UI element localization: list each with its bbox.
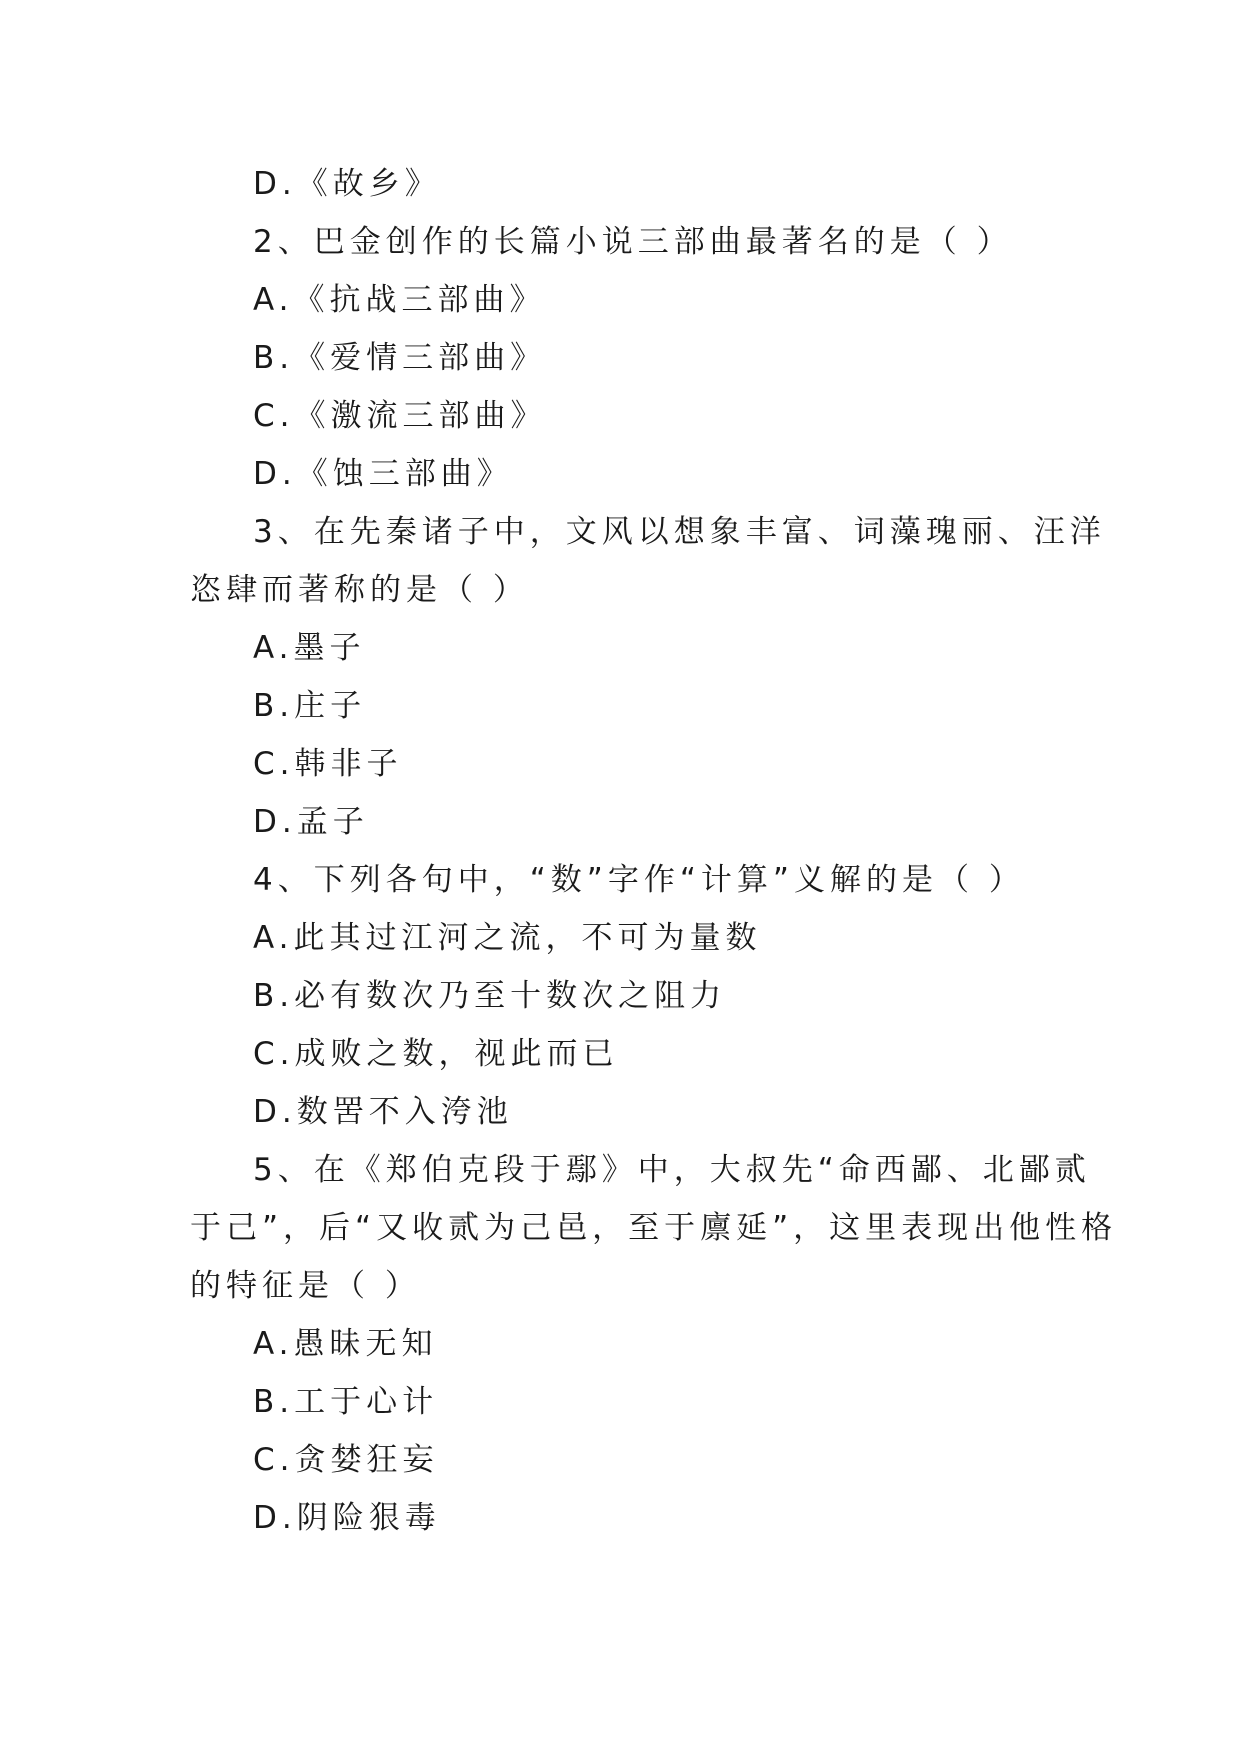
q2-option-b: B.《爱情三部曲》: [253, 340, 547, 376]
q5-stem-line1: 5、在《郑伯克段于鄢》中，大叔先“命西鄙、北鄙贰: [253, 1152, 1091, 1188]
q3-stem-line2: 恣肆而著称的是（ ）: [190, 572, 529, 608]
q5-option-a: A.愚昧无知: [253, 1326, 438, 1362]
q5-stem-line3: 的特征是（ ）: [190, 1268, 421, 1304]
q4-option-d: D.数罟不入洿池: [253, 1094, 513, 1130]
q4-option-b: B.必有数次乃至十数次之阻力: [253, 978, 727, 1014]
q5-stem-line2: 于己”，后“又收贰为己邑，至于廪延”，这里表现出他性格: [190, 1210, 1118, 1246]
q3-option-d: D.孟子: [253, 804, 369, 840]
q2-stem: 2、巴金创作的长篇小说三部曲最著名的是（ ）: [253, 224, 1013, 260]
q2-option-d: D.《蚀三部曲》: [253, 456, 513, 492]
q2-option-c: C.《激流三部曲》: [253, 398, 547, 434]
q3-stem-line1: 3、在先秦诸子中，文风以想象丰富、词藻瑰丽、汪洋: [253, 514, 1106, 550]
q5-option-b: B.工于心计: [253, 1384, 439, 1420]
q5-option-d: D.阴险狠毒: [253, 1500, 441, 1536]
q5-option-c: C.贪婪狂妄: [253, 1442, 439, 1478]
q2-option-a: A.《抗战三部曲》: [253, 282, 546, 318]
q1-option-d: D.《故乡》: [253, 166, 441, 202]
document-content: [190, 155, 1118, 1547]
q3-option-a: A.墨子: [253, 630, 366, 666]
q4-option-a: A.此其过江河之流，不可为量数: [253, 920, 762, 956]
q3-option-c: C.韩非子: [253, 746, 403, 782]
q3-option-b: B.庄子: [253, 688, 367, 724]
q4-stem: 4、下列各句中，“数”字作“计算”义解的是（ ）: [253, 862, 1025, 898]
q4-option-c: C.成败之数，视此而已: [253, 1036, 619, 1072]
